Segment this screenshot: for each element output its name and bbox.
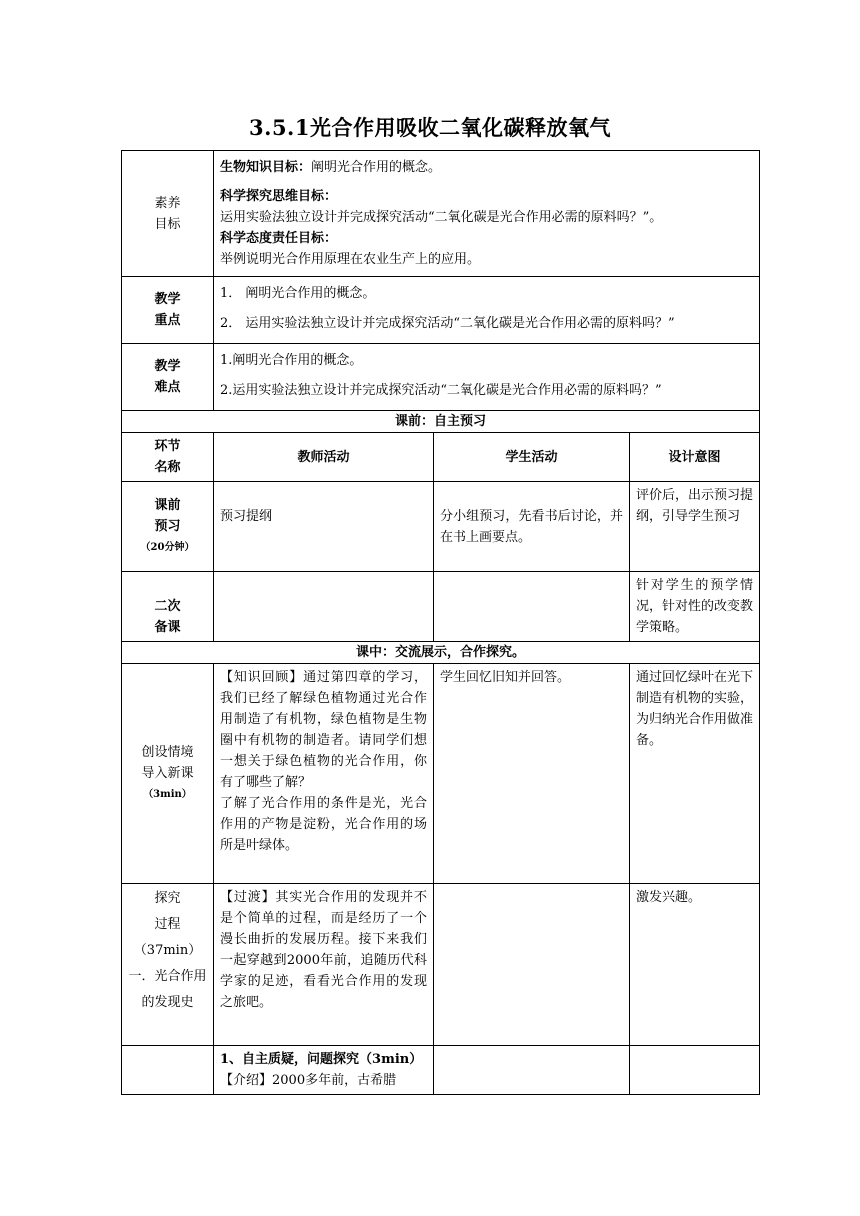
secondary-design: 针对学生的预学情况，针对性的改变教学策略。 bbox=[630, 572, 760, 642]
intro-label: 创设情境 导入新课 （3min） bbox=[122, 664, 214, 884]
sub1-row bbox=[122, 1046, 760, 1095]
key-points-label: 教学 重点 bbox=[122, 277, 214, 344]
difficulties-content: 1.阐明光合作用的概念。 2.运用实验法独立设计并完成探究活动“二氧化碳是光合作用必需的原料吗？” bbox=[214, 344, 760, 411]
explore-student bbox=[434, 884, 630, 1046]
sub1-label bbox=[122, 1046, 214, 1095]
lesson-plan-table bbox=[121, 150, 760, 1095]
sub1-design bbox=[630, 1046, 760, 1095]
header-stage: 环节 名称 bbox=[122, 433, 214, 482]
explore-teacher: 【过渡】其实光合作用的发现并不是个简单的过程，而是经历了一个漫长曲折的发展历程。接下来我们一起穿越到2000年前，追随历代科学家的足迹，看看光合作用的发现之旅吧。 bbox=[214, 884, 434, 1046]
sci-goal-label: 科学探究思维目标： bbox=[220, 189, 338, 204]
secondary-student bbox=[434, 572, 630, 642]
preview-teacher: 预习提纲 bbox=[214, 482, 434, 572]
goals-content bbox=[214, 151, 760, 277]
sci-goal-text: 运用实验法独立设计并完成探究活动“二氧化碳是光合作用必需的原料吗？”。 bbox=[220, 210, 663, 225]
key-points-content: 1． 阐明光合作用的概念。 2． 运用实验法独立设计并完成探究活动“二氧化碳是光合作用必需的原料吗？” bbox=[214, 277, 760, 344]
goals-label: 素养 目标 bbox=[122, 151, 214, 277]
explore-row bbox=[122, 884, 760, 1046]
att-goal-label: 科学态度责任目标： bbox=[220, 231, 338, 246]
secondary-teacher bbox=[214, 572, 434, 642]
secondary-row bbox=[122, 572, 760, 642]
section-during-row bbox=[122, 642, 760, 664]
explore-label: 探究 过程 （37min） 一．光合作用的发现史 bbox=[122, 884, 214, 1046]
preview-label: 课前 预习 （20分钟） bbox=[122, 482, 214, 572]
secondary-label: 二次 备课 bbox=[122, 572, 214, 642]
section-before: 课前：自主预习 bbox=[122, 411, 760, 433]
preview-row bbox=[122, 482, 760, 572]
header-design: 设计意图 bbox=[630, 433, 760, 482]
intro-student: 学生回忆旧知并回答。 bbox=[434, 664, 630, 884]
intro-design: 通过回忆绿叶在光下制造有机物的实验，为归纳光合作用做准备。 bbox=[630, 664, 760, 884]
preview-design: 评价后，出示预习提纲，引导学生预习 bbox=[630, 482, 760, 572]
header-student: 学生活动 bbox=[434, 433, 630, 482]
section-during: 课中：交流展示，合作探究。 bbox=[122, 642, 760, 664]
difficulties-label: 教学 难点 bbox=[122, 344, 214, 411]
intro-teacher: 【知识回顾】通过第四章的学习，我们已经了解绿色植物通过光合作用制造了有机物，绿色植物是生物圈中有机物的制造者。请同学们想一想关于绿色植物的光合作用，你有了哪些了解？ 了解了光合作用的条件是光，光合作用的产物是淀粉，光合作用的场所是叶绿体。 bbox=[214, 664, 434, 884]
explore-design: 激发兴趣。 bbox=[630, 884, 760, 1046]
key-points-row bbox=[122, 277, 760, 344]
bio-goal: 生物知识目标：阐明光合作用的概念。 bbox=[220, 160, 442, 175]
section-before-row bbox=[122, 411, 760, 433]
intro-row bbox=[122, 664, 760, 884]
goals-row bbox=[122, 151, 760, 277]
difficulties-row bbox=[122, 344, 760, 411]
page-title: 3.5.1光合作用吸收二氧化碳释放氧气 bbox=[249, 115, 611, 140]
header-row bbox=[122, 433, 760, 482]
sub1-teacher: 1、自主质疑，问题探究（3min） 【介绍】2000多年前，古希腊 bbox=[214, 1046, 434, 1095]
preview-student: 分小组预习，先看书后讨论，并在书上画要点。 bbox=[434, 482, 630, 572]
att-goal-text: 举例说明光合作用原理在农业生产上的应用。 bbox=[220, 252, 481, 267]
sub1-student bbox=[434, 1046, 630, 1095]
header-teacher: 教师活动 bbox=[214, 433, 434, 482]
